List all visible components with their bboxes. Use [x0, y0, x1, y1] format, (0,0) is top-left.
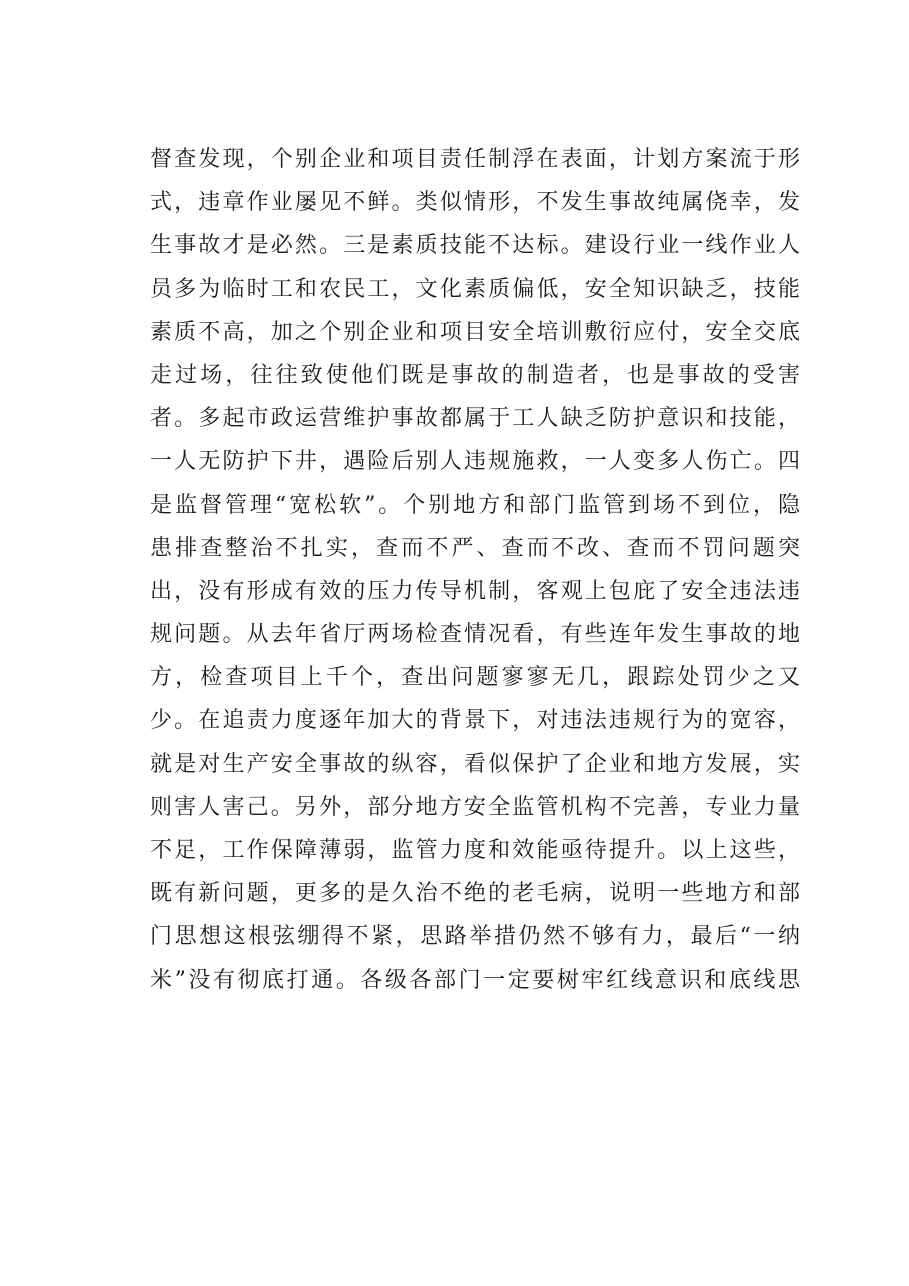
text-line: 既有新问题，更多的是久治不绝的老毛病，说明一些地方和部 [150, 881, 800, 907]
text-line: 式，违章作业屡见不鲜。类似情形，不发生事故纯属侥幸，发 [150, 190, 800, 216]
text-line: 一人无防护下井，遇险后别人违规施救，一人变多人伤亡。四 [150, 449, 800, 475]
text-line: 规问题。从去年省厅两场检查情况看，有些连年发生事故的地 [150, 622, 800, 648]
text-line: 走过场，往往致使他们既是事故的制造者，也是事故的受害 [150, 362, 800, 388]
text-line: 员多为临时工和农民工，文化素质偏低，安全知识缺乏，技能 [150, 276, 800, 302]
text-line: 少。在追责力度逐年加大的背景下，对违法违规行为的宽容， [150, 708, 800, 734]
text-line: 不足，工作保障薄弱，监管力度和效能亟待提升。以上这些， [150, 838, 800, 863]
text-line: 则害人害己。另外，部分地方安全监管机构不完善，专业力量 [150, 794, 800, 820]
text-line: 门思想这根弦绷得不紧，思路举措仍然不够有力，最后“一纳 [150, 924, 800, 950]
text-line: 就是对生产安全事故的纵容，看似保护了企业和地方发展，实 [150, 751, 800, 777]
text-line: 方，检查项目上千个，查出问题寥寥无几，跟踪处罚少之又 [150, 665, 800, 691]
text-line: 生事故才是必然。三是素质技能不达标。建设行业一线作业人 [150, 233, 800, 259]
text-line: 患排查整治不扎实，查而不严、查而不改、查而不罚问题突 [150, 535, 800, 561]
text-line: 督查发现，个别企业和项目责任制浮在表面，计划方案流于形 [150, 147, 800, 172]
text-line: 出，没有形成有效的压力传导机制，客观上包庇了安全违法违 [150, 578, 800, 604]
text-line: 是监督管理“宽松软”。个别地方和部门监管到场不到位，隐 [150, 492, 800, 518]
body-text [150, 138, 800, 1002]
text-line: 米”没有彻底打通。各级各部门一定要树牢红线意识和底线思 [150, 967, 800, 993]
text-line: 者。多起市政运营维护事故都属于工人缺乏防护意识和技能， [150, 406, 800, 432]
text-line: 素质不高，加之个别企业和项目安全培训敷衍应付，安全交底 [150, 319, 800, 345]
